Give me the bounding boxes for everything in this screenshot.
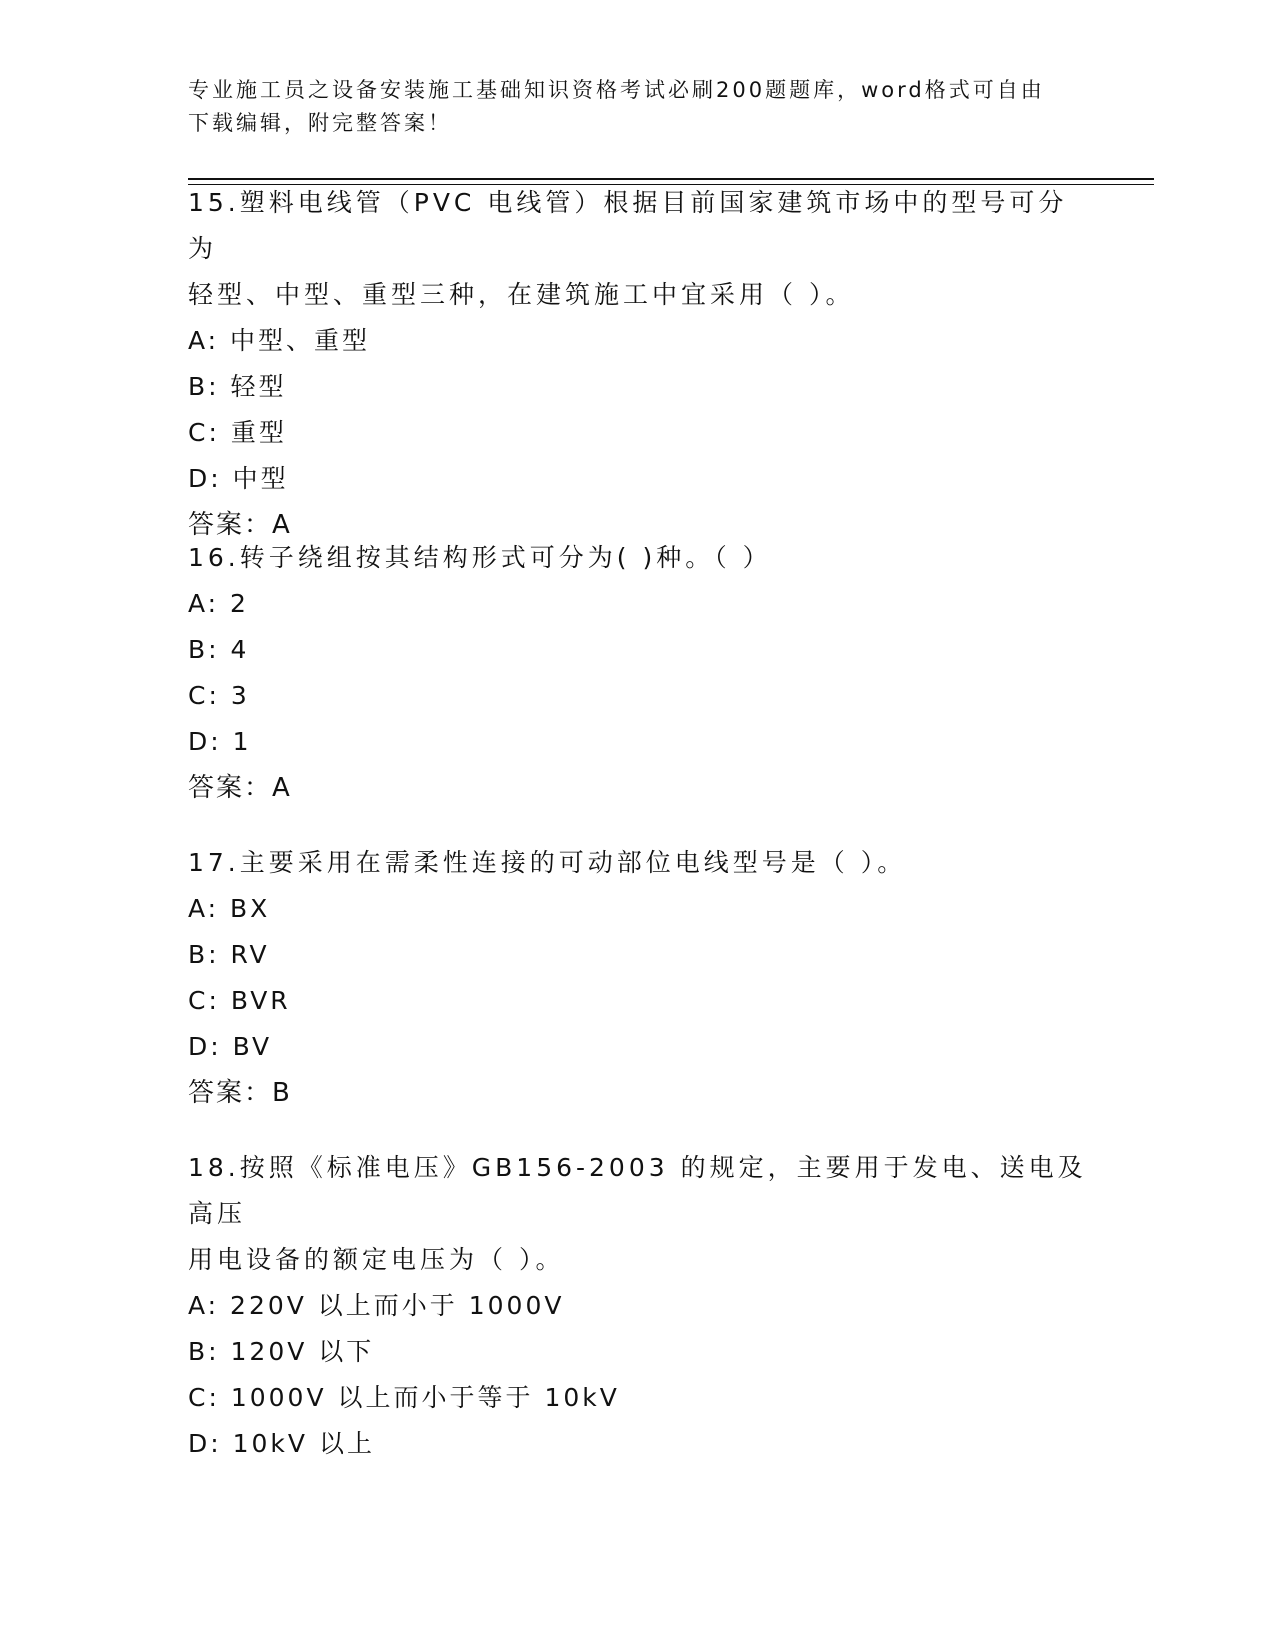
option-b: B: 轻型 — [188, 372, 287, 401]
answer: 答案：A — [188, 510, 292, 540]
question-text-line-1: 18.按照《标准电压》GB156-2003 的规定，主要用于发电、送电及高压 — [188, 1153, 1087, 1228]
option-c: C: 1000V 以上而小于等于 10kV — [188, 1383, 620, 1412]
document-header — [188, 74, 1088, 140]
option-d: D: BV — [188, 1032, 273, 1061]
option-d: D: 1 — [188, 727, 252, 756]
option-a: A: 中型、重型 — [188, 326, 371, 355]
option-c: C: BVR — [188, 986, 291, 1015]
option-b: B: 120V 以下 — [188, 1337, 375, 1366]
question-17 — [188, 840, 1088, 1116]
question-18 — [188, 1145, 1088, 1467]
question-16 — [188, 535, 1088, 811]
question-text-line-1: 16.转子绕组按其结构形式可分为( )种。（ ） — [188, 543, 772, 572]
header-line-2: 下载编辑，附完整答案！ — [188, 111, 452, 135]
answer: 答案：A — [188, 773, 292, 803]
option-d: D: 10kV 以上 — [188, 1429, 375, 1458]
header-line-1: 专业施工员之设备安装施工基础知识资格考试必刷200题题库，word格式可自由 — [188, 78, 1045, 102]
question-text-line-2: 用电设备的额定电压为（ ）。 — [188, 1245, 565, 1274]
option-d: D: 中型 — [188, 464, 289, 493]
question-15 — [188, 180, 1088, 548]
option-a: A: BX — [188, 894, 271, 923]
question-text-line-1: 15.塑料电线管（PVC 电线管）根据目前国家建筑市场中的型号可分为 — [188, 188, 1068, 263]
option-b: B: 4 — [188, 635, 250, 664]
answer: 答案：B — [188, 1078, 292, 1108]
question-text-line-2: 轻型、中型、重型三种，在建筑施工中宜采用（ ）。 — [188, 280, 855, 309]
option-a: A: 220V 以上而小于 1000V — [188, 1291, 565, 1320]
option-c: C: 3 — [188, 681, 250, 710]
option-a: A: 2 — [188, 589, 249, 618]
question-text-line-1: 17.主要采用在需柔性连接的可动部位电线型号是（ ）。 — [188, 848, 907, 877]
option-c: C: 重型 — [188, 418, 287, 447]
option-b: B: RV — [188, 940, 270, 969]
